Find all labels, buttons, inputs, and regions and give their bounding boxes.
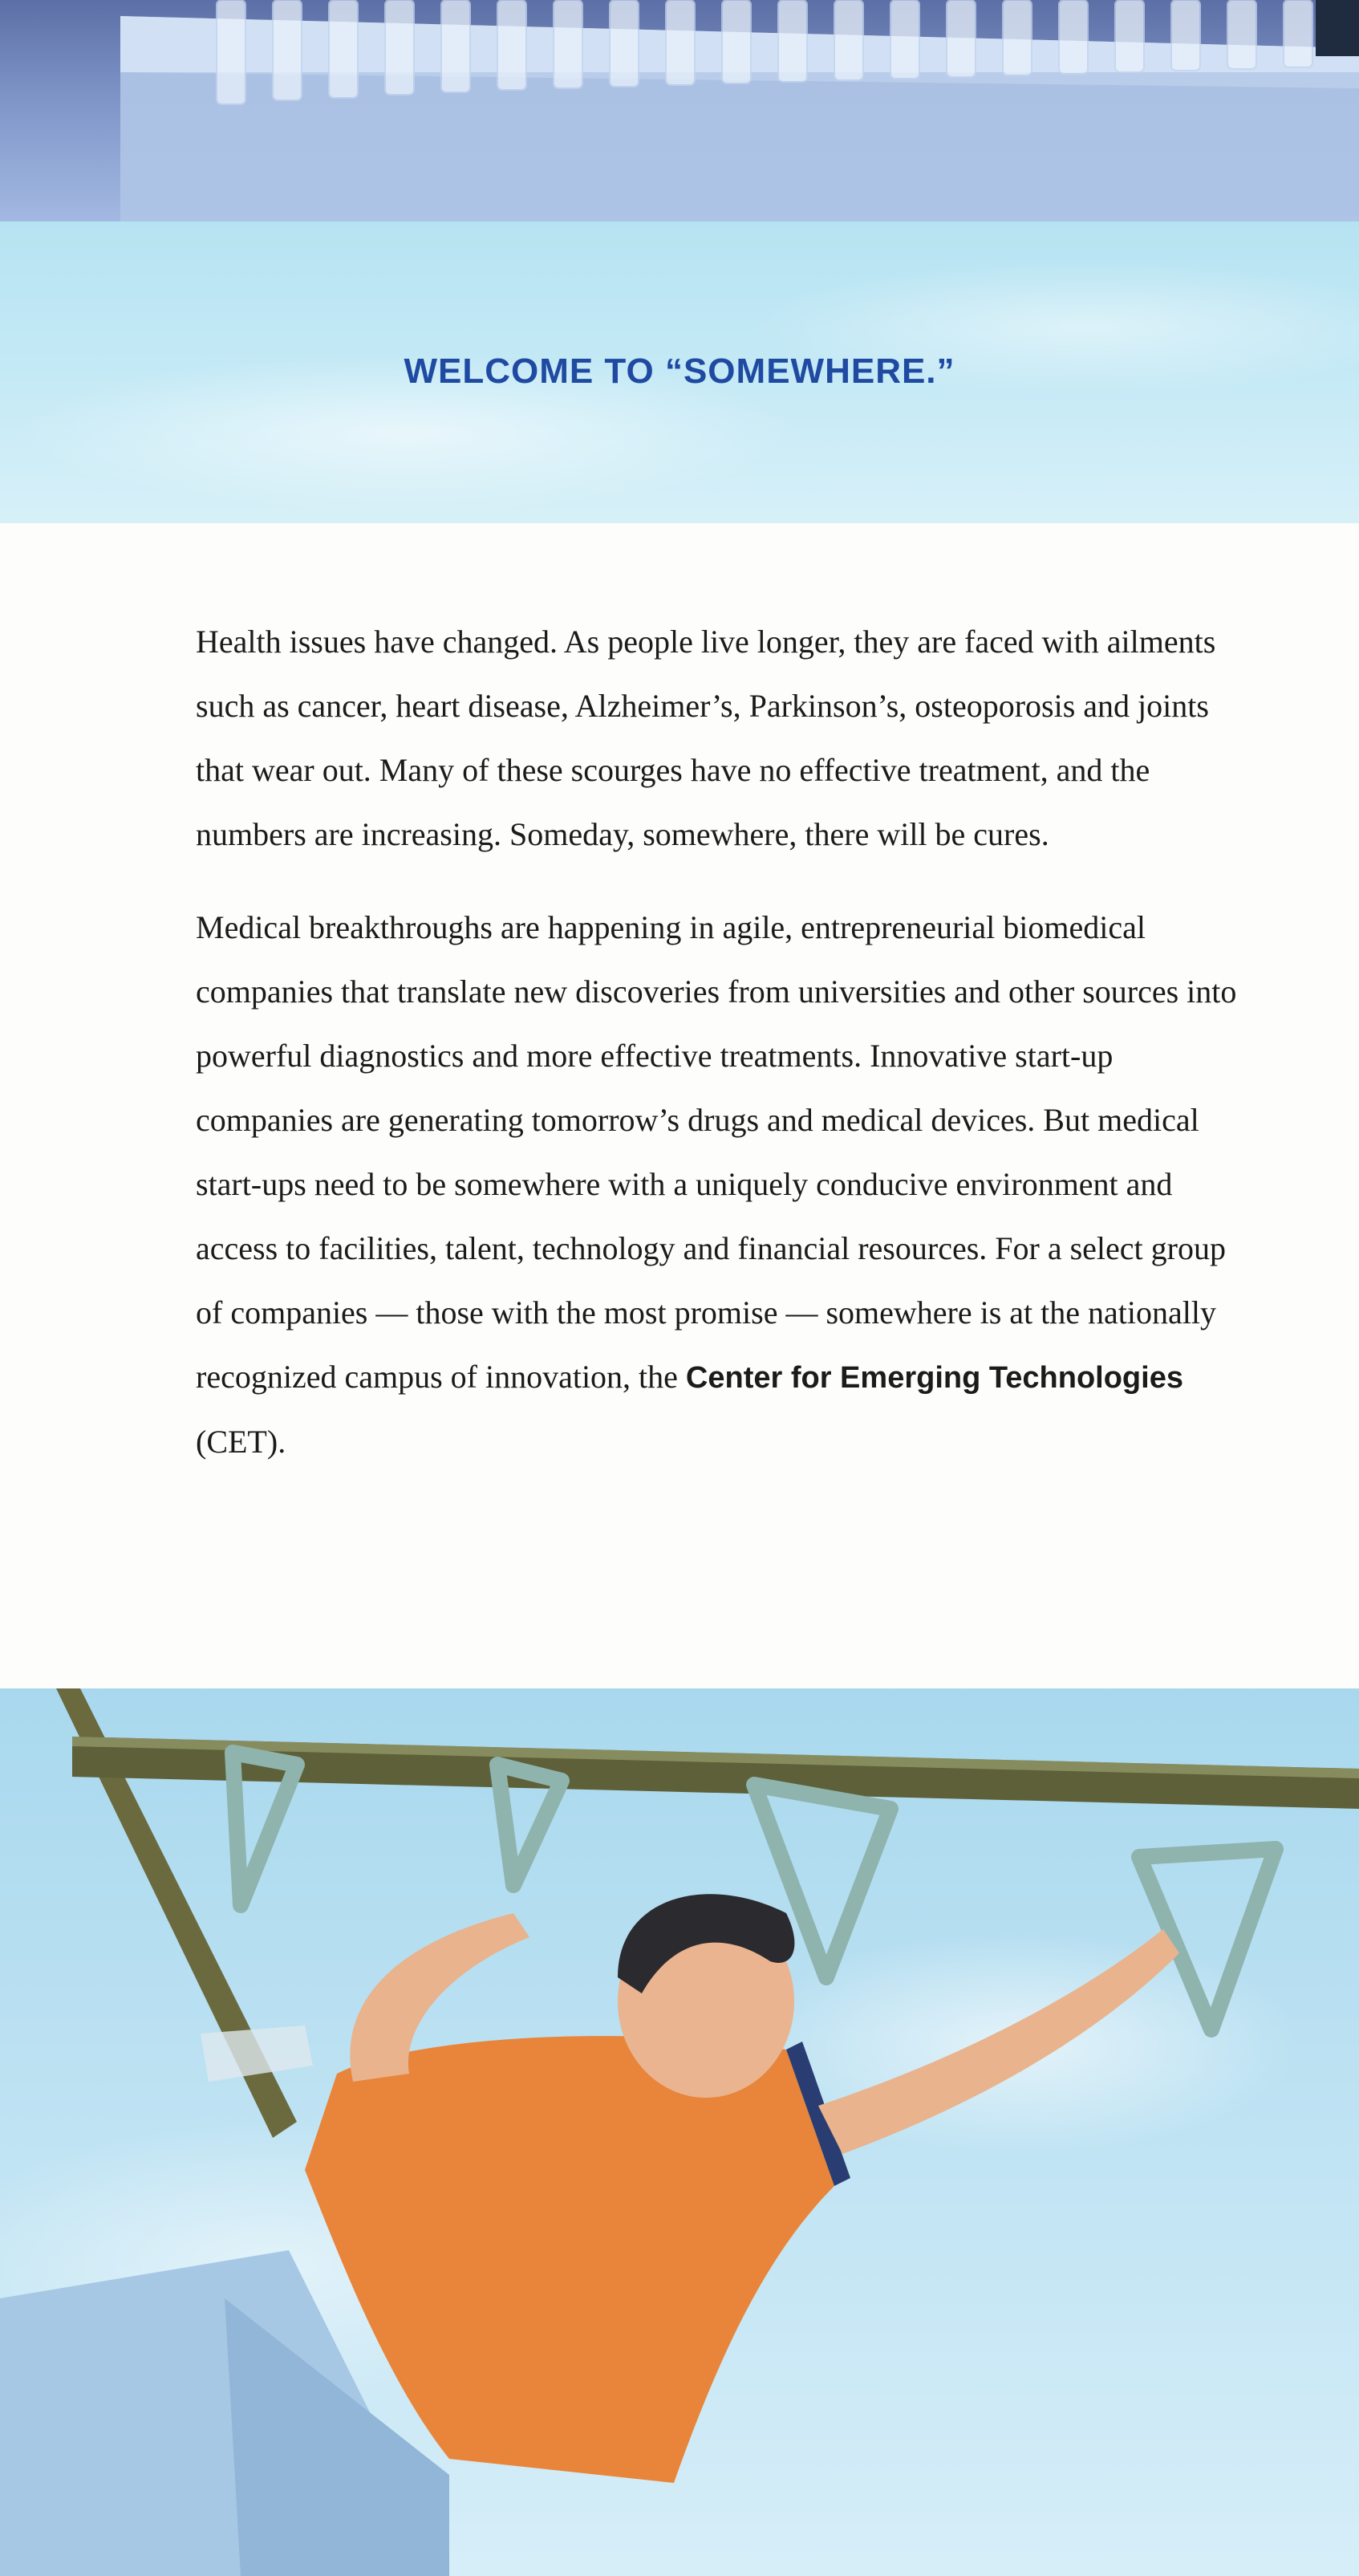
paragraph-1: Health issues have changed. As people live longer, they are faced with ailments such as cancer, heart disease, Alzheimer’s, Parkinson’s, osteoporosis and joints that wear out. Many of these scourges have no effective treatment, and the numbers are increasing. Someday, somewhere, there will be cures. — [196, 624, 1216, 852]
paragraph-2-text: Medical breakthroughs are happening in agile, entrepreneurial biomedical companies that translate new discoveries from universities and other sources into powerful diagnostics and more effective treatments. Innovative start-up companies are generating tomorrow’s drugs and medical devices. But medical start-ups need to be somewhere with a uniquely conducive environment and access to facilities, talent, technology and financial resources. For a select group of companies — those with the most promise — somewhere is at the nationally recognized campus of innovation, the — [196, 909, 1237, 1395]
organization-abbreviation: (CET). — [196, 1424, 286, 1460]
title-band — [0, 221, 1359, 523]
paragraph-2 — [196, 896, 1255, 1474]
child-on-rings-illustration — [0, 1688, 1359, 2576]
lab-vials-photo — [0, 0, 1359, 221]
organization-name: Center for Emerging Technologies — [685, 1361, 1183, 1395]
body-text — [196, 610, 1255, 1503]
page-title: WELCOME TO “SOMEWHERE.” — [404, 351, 955, 391]
lab-vials-illustration — [0, 0, 1359, 221]
playground-photo — [0, 1688, 1359, 2576]
